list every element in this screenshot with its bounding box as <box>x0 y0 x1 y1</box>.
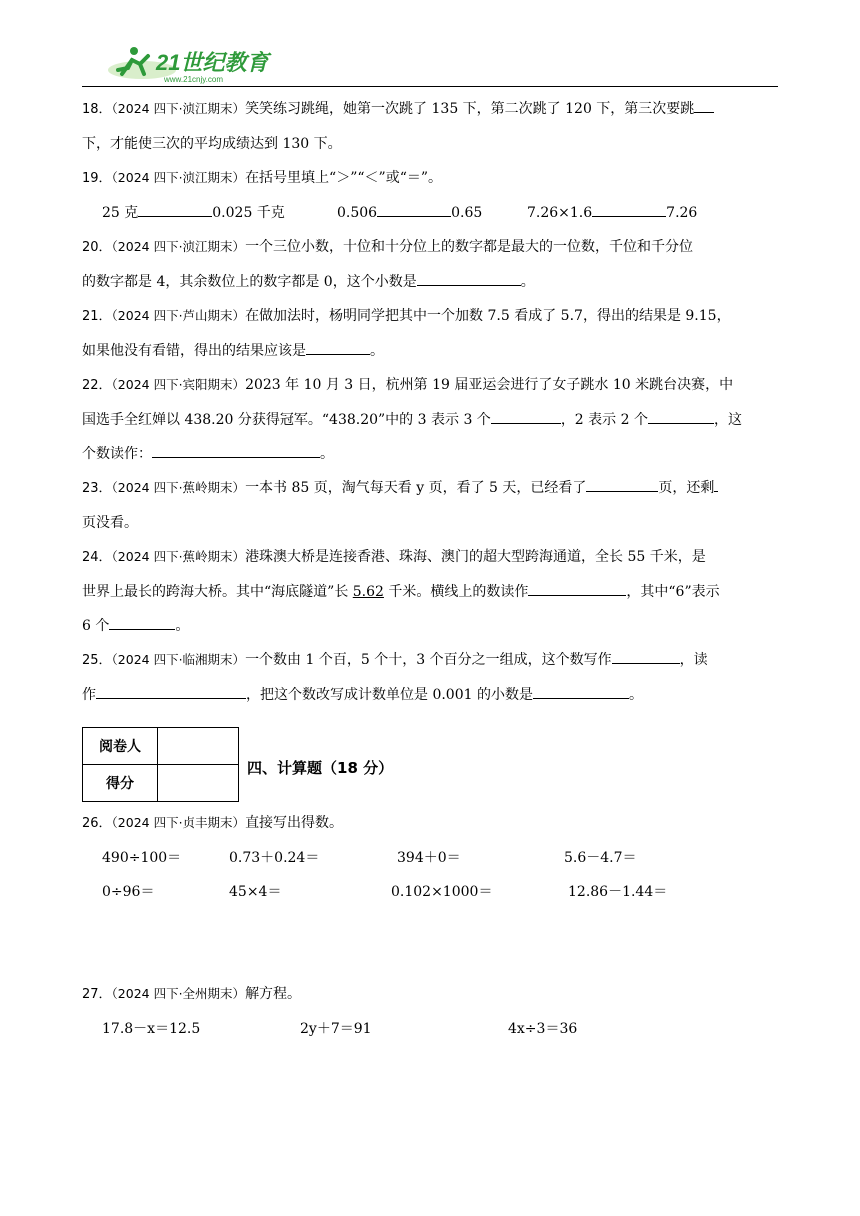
logo-text: 21世纪教育 <box>156 50 269 75</box>
question-26: 26．（2024 四下·贞丰期末）直接写出得数。 <box>82 815 344 831</box>
question-22: 22．（2024 四下·宾阳期末）2023 年 10 月 3 日，杭州第 19 届亚运会进行了女子跳水 10 米跳台决赛，中 <box>82 377 734 393</box>
question-25-line2: 作 ，把这个数改写成计数单位是 0.001 的小数是 。 <box>82 678 778 712</box>
calc-item: 394＋0＝ <box>397 850 461 866</box>
answer-blank[interactable] <box>152 443 320 458</box>
question-19: 19．（2024 四下·浈江期末）在括号里填上“＞”“＜”或“＝”。 <box>82 170 443 186</box>
runner-logo-icon <box>104 44 274 86</box>
question-25: 25．（2024 四下·临湘期末）一个数由 1 个百，5 个十，3 个百分之一组成，这个数写作 ，读 <box>82 643 778 678</box>
equation-item: 17.8－x＝12.5 <box>102 1021 201 1037</box>
answer-blank[interactable] <box>714 477 718 492</box>
equation-item: 4x÷3＝36 <box>508 1021 578 1037</box>
score-table <box>82 727 239 802</box>
answer-blank[interactable] <box>528 581 626 596</box>
answer-blank[interactable] <box>694 98 714 113</box>
answer-blank[interactable] <box>96 684 246 699</box>
answer-blank[interactable] <box>377 202 451 217</box>
answer-blank[interactable] <box>533 684 629 699</box>
question-20: 20．（2024 四下·浈江期末）一个三位小数，十位和十分位上的数字都是最大的一位数，千位和千分位 <box>82 239 694 255</box>
answer-blank[interactable] <box>612 649 680 664</box>
answer-blank[interactable] <box>586 477 658 492</box>
question-24: 24．（2024 四下·蕉岭期末）港珠澳大桥是连接香港、珠海、澳门的超大型跨海通道，全长 55 千米，是 <box>82 549 706 565</box>
question-21-line2: 如果他没有看错，得出的结果应该是 。 <box>82 334 778 368</box>
question-21: 21．（2024 四下·芦山期末）在做加法时，杨明同学把其中一个加数 7.5 看成了 5.7，得出的结果是 9.15， <box>82 308 731 324</box>
score-field[interactable] <box>158 765 239 802</box>
question-23-line2: 页没看。 <box>82 515 138 531</box>
question-24-line3: 6 个 。 <box>82 609 778 643</box>
compare-item: 25 克 0.025 千克 <box>102 196 337 230</box>
logo-sub-text: www.21cnjy.com <box>164 75 223 84</box>
answer-blank[interactable] <box>306 340 370 355</box>
compare-items <box>82 196 778 230</box>
calc-item: 0.73＋0.24＝ <box>229 850 320 866</box>
compare-item: 0.506 0.65 <box>337 196 527 230</box>
reviewer-field[interactable] <box>158 728 239 765</box>
site-logo <box>104 44 274 86</box>
question-18-line2: 下，才能使三次的平均成绩达到 130 下。 <box>82 136 342 152</box>
calc-item: 0÷96＝ <box>102 884 155 900</box>
section-title: 四、计算题（18 分） <box>247 759 394 777</box>
calc-item: 45×4＝ <box>229 884 282 900</box>
question-22-line3: 个数读作： 。 <box>82 437 778 471</box>
header-divider <box>82 86 778 87</box>
reviewer-label: 阅卷人 <box>83 728 158 765</box>
question-20-line2: 的数字都是 4，其余数位上的数字都是 0，这个小数是 。 <box>82 265 778 299</box>
calc-section <box>82 806 778 1046</box>
calc-item: 0.102×1000＝ <box>391 884 493 900</box>
calc-row <box>82 875 778 909</box>
answer-blank[interactable] <box>648 409 714 424</box>
question-list <box>82 92 778 712</box>
question-24-line2: 世界上最长的跨海大桥。其中“海底隧道”长 5.62 千米。横线上的数读作 ，其中“6”表示 <box>82 575 778 609</box>
score-label: 得分 <box>83 765 158 802</box>
answer-blank[interactable] <box>491 409 561 424</box>
answer-blank[interactable] <box>592 202 666 217</box>
question-18: 18．（2024 四下·浈江期末）笑笑练习跳绳，她第一次跳了 135 下，第二次跳了 120 下，第三次要跳 <box>82 92 778 127</box>
answer-blank[interactable] <box>417 271 521 286</box>
equation-row <box>82 1012 778 1046</box>
question-22-line2: 国选手全红婵以 438.20 分获得冠军。“438.20”中的 3 表示 3 个 ，2 表示 2 个 ，这 <box>82 403 778 437</box>
question-27: 27．（2024 四下·全州期末）解方程。 <box>82 986 302 1002</box>
calc-item: 12.86－1.44＝ <box>568 884 668 900</box>
equation-item: 2y＋7＝91 <box>300 1021 372 1037</box>
calc-row <box>82 841 778 875</box>
answer-blank[interactable] <box>109 615 175 630</box>
compare-item: 7.26×1.6 7.26 <box>527 196 697 230</box>
answer-blank[interactable] <box>138 202 212 217</box>
calc-item: 5.6－4.7＝ <box>564 850 637 866</box>
question-23: 23．（2024 四下·蕉岭期末）一本书 85 页，淘气每天看 y 页，看了 5 天，已经看了 页，还剩 <box>82 471 778 506</box>
calc-item: 490÷100＝ <box>102 850 182 866</box>
